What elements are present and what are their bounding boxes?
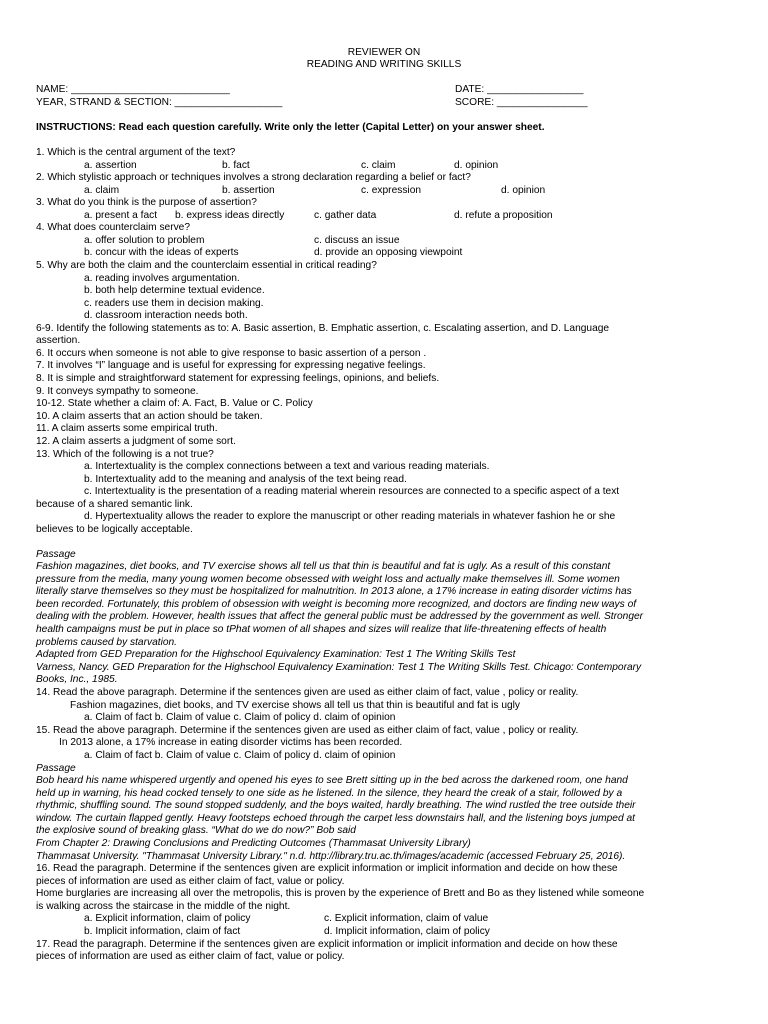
option-d: d. provide an opposing viewpoint — [314, 247, 463, 258]
question-10: 10. A claim asserts that an action should be taken. — [36, 411, 263, 422]
question-13-option-d-cont: believes to be logically acceptable. — [36, 524, 193, 535]
passage-2-source: From Chapter 2: Drawing Conclusions and Predicting Outcomes (Thammasat University Library) — [36, 838, 471, 849]
option-b: b. fact — [222, 160, 250, 171]
option-d: d. opinion — [501, 185, 546, 196]
option-d: d. Implicit information, claim of policy — [324, 926, 490, 937]
title-line-1: REVIEWER ON — [347, 47, 421, 58]
question-2: 2. Which stylistic approach or techniques involves a strong declaration regarding a belief or fact? — [36, 172, 471, 183]
option-c: c. discuss an issue — [314, 235, 400, 246]
question-16-options-row-2 — [0, 926, 768, 939]
passage-1-line: dealing with the problem. However, health issues that affect the general public must be addressed by the government as well. Stronger — [36, 611, 644, 622]
question-16-statement: Home burglaries are increasing all over the metropolis, this is proven by the experience of Brett and Bo as they listened while someone — [36, 888, 645, 899]
question-17-cont: pieces of information are used as either claim of fact, value or policy. — [36, 951, 345, 962]
question-15-options: a. Claim of fact b. Claim of value c. Claim of policy d. claim of opinion — [84, 750, 396, 761]
option-b: b. express ideas directly — [175, 210, 285, 221]
question-14: 14. Read the above paragraph. Determine if the sentences given are used as either claim of fact, value , policy or reality. — [36, 687, 579, 698]
question-3: 3. What do you think is the purpose of assertion? — [36, 197, 257, 208]
question-5-option-d: d. classroom interaction needs both. — [84, 310, 248, 321]
question-4: 4. What does counterclaim serve? — [36, 222, 191, 233]
question-17: 17. Read the paragraph. Determine if the sentences given are explicit information or implicit information and decide on how these — [36, 939, 618, 950]
question-13: 13. Which of the following is a not true? — [36, 449, 214, 460]
title-line-2: READING AND WRITING SKILLS — [306, 59, 462, 70]
question-4-options-row-2 — [0, 247, 768, 260]
passage-2-line: window. The curtain flapped gently. Heavy footsteps echoed through the carpet less downstairs hall, and the listening boys jumped at — [36, 813, 635, 824]
option-a: a. present a fact — [84, 210, 158, 221]
passage-1-line: problems caused by starvation. — [36, 637, 177, 648]
questions-6-9-instruction-cont: assertion. — [36, 335, 81, 346]
name-field: NAME: ____________________________ — [36, 84, 230, 95]
question-16-options-row-1 — [0, 913, 768, 926]
passage-2-line: Bob heard his name whispered urgently and opened his eyes to see Brett sitting up in the bed across the darkened room, one hand — [36, 775, 628, 786]
option-c: c. claim — [361, 160, 396, 171]
option-a: a. assertion — [84, 160, 137, 171]
passage-1-line: health campaigns must be put in place so tPhat women of all shapes and sizes will realize that life-threatening effects of health — [36, 624, 607, 635]
passage-1-label: Passage — [36, 549, 76, 560]
question-5: 5. Why are both the claim and the counterclaim essential in critical reading? — [36, 260, 377, 271]
passage-2-line: held up in warning, his head cocked tensely to one side as he listened. In the silence, they heard the creak of a stair, followed by a — [36, 788, 623, 799]
option-a: a. claim — [84, 185, 120, 196]
option-c: c. expression — [361, 185, 422, 196]
question-13-option-c: c. Intertextuality is the presentation of a reading material wherein resources are connected to a specific aspect of a text — [84, 486, 620, 497]
question-13-option-d: d. Hypertextuality allows the reader to explore the manuscript or other reading materials in whatever fashion he or she — [84, 511, 616, 522]
option-d: d. refute a proposition — [454, 210, 553, 221]
questions-10-12-instruction: 10-12. State whether a claim of: A. Fact, B. Value or C. Policy — [36, 398, 313, 409]
option-b: b. Implicit information, claim of fact — [84, 926, 241, 937]
question-16: 16. Read the paragraph. Determine if the sentences given are explicit information or implicit information and decide on how these — [36, 863, 618, 874]
passage-1-line: Fashion magazines, diet books, and TV exercise shows all tell us that thin is beautiful and fat is ugly. As a result of this constant — [36, 561, 611, 572]
question-15-sentence: In 2013 alone, a 17% increase in eating disorder victims has been recorded. — [59, 737, 403, 748]
questions-6-9-instruction: 6-9. Identify the following statements as to: A. Basic assertion, B. Emphatic assertion, c. Escalating assertion, and D. Language — [36, 323, 610, 334]
option-b: b. assertion — [222, 185, 275, 196]
option-d: d. opinion — [454, 160, 499, 171]
passage-2-line: rhythmic, shuffling sound. The sound stopped suddenly, and the boys waited, hardly breathing. The wind rustled the tree outside their — [36, 800, 636, 811]
question-15: 15. Read the above paragraph. Determine if the sentences given are used as either claim of fact, value , policy or reality. — [36, 725, 579, 736]
question-14-options: a. Claim of fact b. Claim of value c. Claim of policy d. claim of opinion — [84, 712, 396, 723]
question-5-option-c: c. readers use them in decision making. — [84, 298, 264, 309]
passage-1-line: literally starve themselves so they must be hospitalized for malnutrition. In 2013 alone, a 17% increase in eating disorder victims has — [36, 586, 632, 597]
option-a: a. Explicit information, claim of policy — [84, 913, 251, 924]
question-9: 9. It conveys sympathy to someone. — [36, 386, 199, 397]
passage-1-citation: Varness, Nancy. GED Preparation for the Highschool Equivalency Examination: Test 1 The Writing Skills Test. Chicago: Contemporary — [36, 662, 642, 673]
question-8: 8. It is simple and straightforward statement for expressing feelings, opinions, and beliefs. — [36, 373, 440, 384]
question-12: 12. A claim asserts a judgment of some sort. — [36, 436, 236, 447]
question-16-cont: pieces of information are used as either claim of fact, value or policy. — [36, 876, 345, 887]
option-b: b. concur with the ideas of experts — [84, 247, 239, 258]
question-5-option-a: a. reading involves argumentation. — [84, 273, 240, 284]
question-16-statement-cont: is walking across the staircase in the middle of the night. — [36, 901, 291, 912]
question-11: 11. A claim asserts some empirical truth. — [36, 423, 218, 434]
passage-2-line: the explosive sound of breaking glass. “What do we do now?” Bob said — [36, 825, 356, 836]
option-c: c. Explicit information, claim of value — [324, 913, 489, 924]
question-7: 7. It involves “I” language and is useful for expressing for expressing negative feelings. — [36, 360, 426, 371]
question-13-option-a: a. Intertextuality is the complex connections between a text and various reading materials. — [84, 461, 490, 472]
passage-1-line: been recorded. Fortunately, this problem of obsession with weight is becoming more recognized, and doctors are finding new ways of — [36, 599, 637, 610]
passage-1-line: pressure from the media, many young women become obsessed with weight loss and actually make themselves ill. Some women — [36, 574, 620, 585]
passage-1-source: Adapted from GED Preparation for the Highschool Equivalency Examination: Test 1 The Writing Skills Test — [36, 649, 516, 660]
option-a: a. offer solution to problem — [84, 235, 205, 246]
question-5-option-b: b. both help determine textual evidence. — [84, 285, 265, 296]
question-1: 1. Which is the central argument of the text? — [36, 147, 236, 158]
passage-1-citation-cont: Books, Inc., 1985. — [36, 674, 118, 685]
score-field: SCORE: ________________ — [455, 97, 588, 108]
question-13-option-c-cont: because of a shared semantic link. — [36, 499, 193, 510]
question-14-sentence: Fashion magazines, diet books, and TV exercise shows all tell us that thin is beautiful and fat is ugly — [70, 700, 521, 711]
question-13-option-b: b. Intertextuality add to the meaning and analysis of the text being read. — [84, 474, 407, 485]
year-strand-section-field: YEAR, STRAND & SECTION: ___________________ — [36, 97, 283, 108]
passage-2-label: Passage — [36, 763, 76, 774]
passage-2-citation: Thammasat University. "Thammasat University Library." n.d. http://library.tru.ac.th/images/academic (accessed February 25, 2016). — [36, 851, 626, 862]
option-c: c. gather data — [314, 210, 377, 221]
instructions: INSTRUCTIONS: Read each question carefully. Write only the letter (Capital Letter) on your answer sheet. — [36, 122, 545, 133]
question-6: 6. It occurs when someone is not able to give response to basic assertion of a person . — [36, 348, 427, 359]
date-field: DATE: _________________ — [455, 84, 584, 95]
